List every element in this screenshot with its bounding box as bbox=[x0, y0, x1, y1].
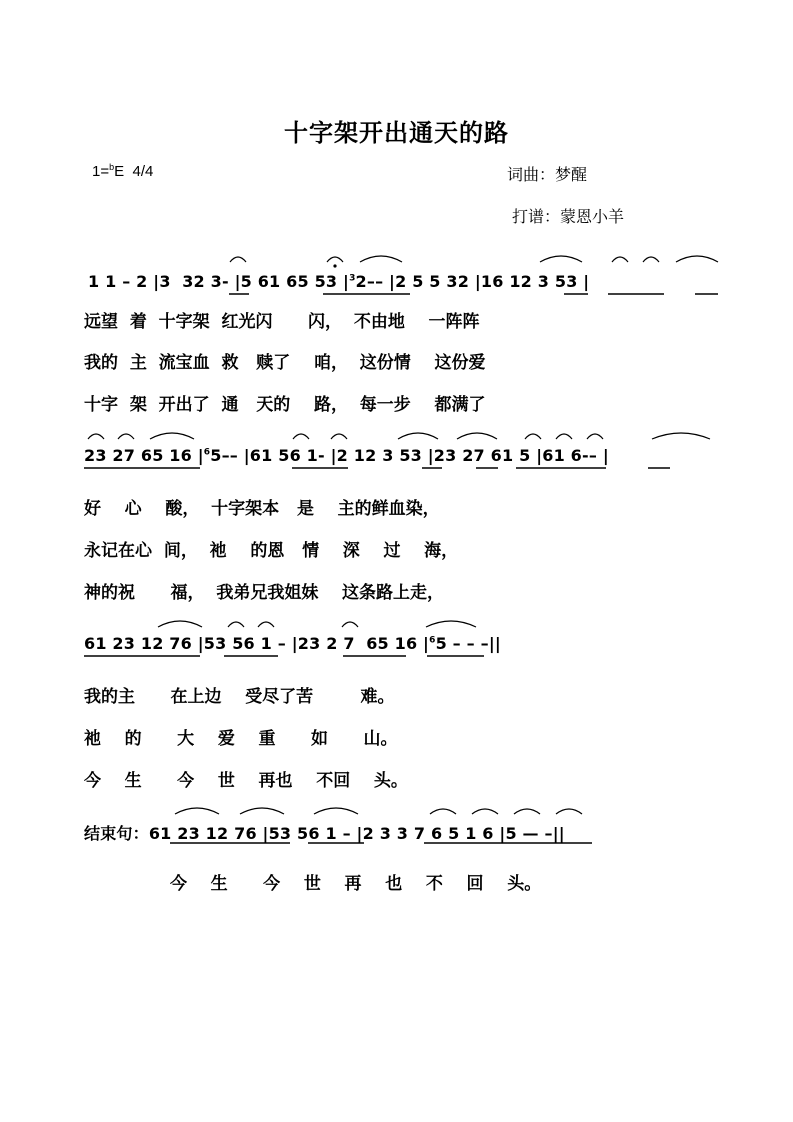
ending-phrase-line bbox=[84, 821, 565, 844]
slur bbox=[426, 621, 476, 627]
arranger-credit: 打谱：蒙恩小羊 bbox=[512, 207, 625, 226]
notes: 61 23 12 76 |53 56 1 – |23 2 7 65 16 | bbox=[84, 634, 430, 653]
lyric-line: 祂 的 大 爱 重 如 山。 bbox=[84, 729, 398, 749]
slur bbox=[230, 257, 246, 262]
lyric-line: 十字 架 开出了 通 天的 路， 每一步 都满了 bbox=[84, 395, 486, 415]
slur bbox=[360, 256, 402, 262]
grace-note: 6 bbox=[203, 447, 211, 458]
key-letter: E bbox=[114, 163, 125, 180]
lyric-line: 我的 主 流宝血 救 赎了 咱， 这份情 这份爱 bbox=[84, 353, 486, 373]
slur bbox=[258, 622, 274, 627]
grace-note: 3 bbox=[349, 273, 356, 284]
ending-label: 结束句： bbox=[84, 824, 149, 843]
key-prefix: 1= bbox=[92, 163, 110, 180]
slur bbox=[556, 434, 572, 439]
slur bbox=[327, 257, 343, 262]
slur bbox=[514, 809, 540, 814]
lyric-line: 今 生 今 世 再也 不回 头。 bbox=[84, 771, 408, 791]
lyric-line: 永记在心 间， 祂 的恩 情 深 过 海， bbox=[84, 541, 459, 561]
slur bbox=[342, 622, 358, 627]
slur bbox=[540, 256, 582, 262]
slur bbox=[398, 433, 438, 439]
slur bbox=[293, 434, 309, 439]
slur bbox=[612, 257, 628, 262]
lyric-line: 好 心 酸， 十字架本 是 主的鲜血染， bbox=[84, 499, 440, 519]
slur bbox=[240, 808, 284, 814]
notation-line-3 bbox=[84, 634, 501, 653]
lyric-line: 今 生 今 世 再 也 不 回 头。 bbox=[170, 874, 542, 894]
slur bbox=[150, 433, 194, 439]
notation-line-1 bbox=[88, 272, 589, 291]
octave-dot bbox=[333, 264, 336, 267]
slur bbox=[228, 622, 244, 627]
lyrics-music-credit: 词曲：梦醒 bbox=[507, 165, 588, 184]
slur bbox=[652, 433, 710, 439]
notes-continued: 5 – – –|| bbox=[435, 634, 501, 653]
lyric-line: 我的主 在上边 受尽了苦 难。 bbox=[84, 687, 395, 707]
notes: 1 1 – 2 |3 32 3- |5 61 65 53 | bbox=[88, 272, 350, 291]
lyric-line: 神的祝 福， 我弟兄我姐妹 这条路上走， bbox=[84, 583, 445, 603]
slur bbox=[118, 434, 134, 439]
song-title: 十字架开出通天的路 bbox=[284, 119, 509, 147]
slur bbox=[331, 434, 347, 439]
slur bbox=[430, 809, 456, 814]
key-signature bbox=[92, 162, 153, 180]
slur bbox=[643, 257, 659, 262]
slur bbox=[472, 809, 498, 814]
slur bbox=[175, 808, 219, 814]
grace-note: 6 bbox=[429, 635, 436, 646]
lyric-line: 远望 着 十字架 红光闪 闪， 不由地 一阵阵 bbox=[84, 312, 480, 332]
notation-line-2 bbox=[84, 446, 609, 465]
notes: 23 27 65 16 | bbox=[84, 446, 204, 465]
slur bbox=[587, 434, 603, 439]
slur bbox=[158, 621, 202, 627]
slur bbox=[676, 256, 718, 262]
time-signature: 4/4 bbox=[132, 163, 154, 180]
notes-continued: 5–– |61 56 1- |2 12 3 53 |23 27 61 5 |61 6-– | bbox=[210, 446, 609, 465]
slur bbox=[457, 433, 497, 439]
slur bbox=[525, 434, 541, 439]
slur bbox=[314, 808, 358, 814]
flat-sign: b bbox=[109, 162, 115, 172]
slur bbox=[88, 434, 104, 439]
notes-continued: 2–– |2 5 5 32 |16 12 3 53 | bbox=[355, 272, 590, 291]
notes: 61 23 12 76 |53 56 1 – |2 3 3 7 6 5 1 6 |5 — –|| bbox=[148, 824, 565, 843]
slur bbox=[556, 809, 582, 814]
